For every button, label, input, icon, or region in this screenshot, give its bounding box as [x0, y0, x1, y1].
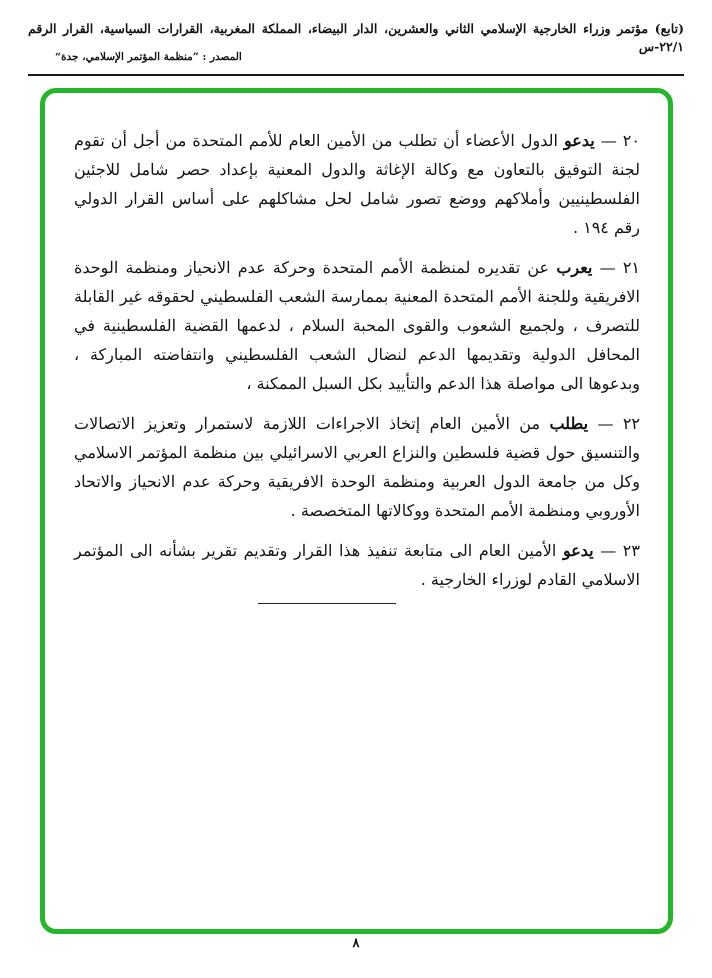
item-number: ٢٠ — [600, 131, 640, 150]
item-text: عن تقديره لمنظمة الأمم المتحدة وحركة عدم الانحياز ومنظمة الوحدة الافريقية وللجنة الأمم المتحدة المعنية بممارسة الشعب الفلسطيني لحقوقه غير القابلة للتصرف ، ولجميع الشعوب والقوى المحبة السلام ، لدعمها القضية الفلسطينية في المحافل الدولية وتقديمها الدعم لنضال الشعب الفلسطيني وانتفاضته المباركة ، وبدعوها الى مواصلة هذا الدعم والتأييد بكل السبل الممكنة ، [74, 258, 640, 393]
item-number: ٢٢ — [597, 414, 641, 433]
item-keyword: يدعو [562, 541, 594, 560]
resolution-item-23 [74, 536, 640, 594]
item-keyword: يعرب [556, 258, 593, 277]
document-header-source: المصدر : ”منظمة المؤتمر الإسلامي، جدة“ [55, 51, 242, 63]
item-keyword: يدعو [564, 131, 595, 150]
item-number: ٢٣ — [600, 541, 640, 560]
page-number: ٨ [352, 936, 360, 951]
item-text: الأمين العام الى متابعة تنفيذ هذا القرار وتقديم تقرير بشأنه الى المؤتمر الاسلامي القادم لوزراء الخارجية . [74, 541, 640, 589]
resolution-item-20 [74, 126, 640, 242]
item-text: الدول الأعضاء أن تطلب من الأمين العام للأمم المتحدة من أجل أن تقوم لجنة التوفيق بالتعاون مع وكالة الإغاثة والدول المعنية بإعداد حصر شامل للاجئين الفلسطينيين وأملاكهم ووضع تصور شامل لحل مشاكلهم على أساس القرار الدولي رقم ١٩٤ . [74, 131, 640, 237]
item-number: ٢١ — [599, 258, 640, 277]
document-header-title: (تابع) مؤتمر وزراء الخارجية الإسلامي الثاني والعشرين، الدار البيضاء، المملكة المغربية، القرارات السياسية، القرار الرقم ٢٢/١-س [28, 21, 684, 54]
item-text: من الأمين العام إتخاذ الاجراءات اللازمة لاستمرار وتعزيز الاتصالات والتنسيق حول قضية فلسطين والنزاع العربي الاسرائيلي بين منظمة المؤتمر الاسلامي وكل من جامعة الدول العربية ومنظمة الوحدة الافريقية وحركة عدم الانحياز والاتحاد الأوروبي ومنظمة الأمم المتحدة ووكالاتها المتخصصة . [74, 414, 640, 520]
resolution-text [74, 126, 640, 605]
resolution-item-22 [74, 409, 640, 525]
item-keyword: يطلب [549, 414, 589, 433]
header-divider [28, 74, 684, 76]
closing-divider [258, 603, 396, 604]
resolution-item-21 [74, 253, 640, 398]
